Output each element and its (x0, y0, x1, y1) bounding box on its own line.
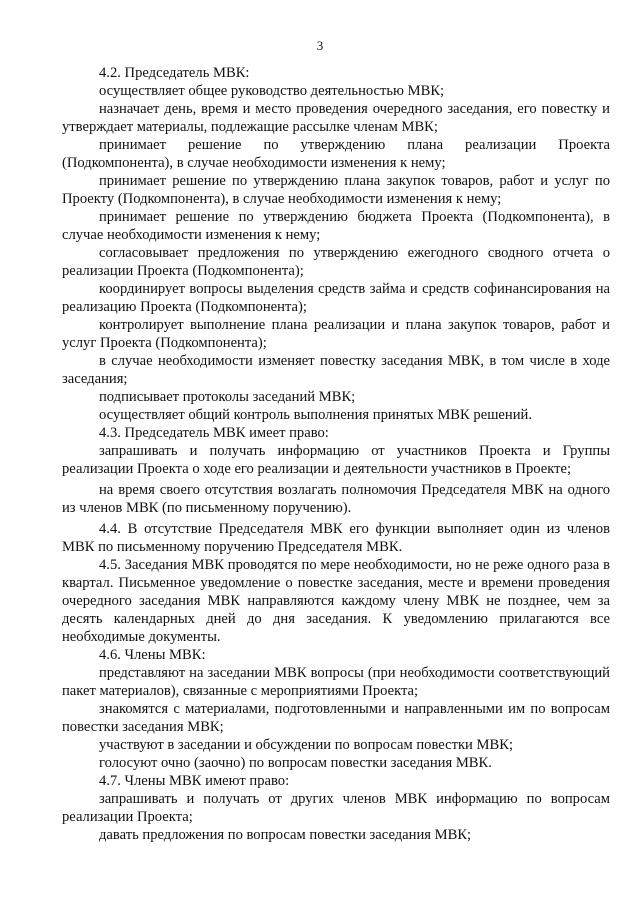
page-number: 3 (316, 38, 324, 53)
list-item: контролирует выполнение плана реализации и плана закупок товаров, работ и услуг Проекта (Подкомпонента); (62, 317, 610, 351)
list-item: согласовывает предложения по утверждению ежегодного сводного отчета о реализации Проекта (Подкомпонента); (62, 245, 610, 279)
list-item: на время своего отсутствия возлагать полномочия Председателя МВК на одного из членов МВК (по письменному поручению). (62, 482, 610, 516)
list-item: голосуют очно (заочно) по вопросам повестки заседания МВК. (99, 755, 492, 771)
section-heading-4-3: 4.3. Председатель МВК имеет право: (99, 425, 329, 441)
section-paragraph-4-5: 4.5. Заседания МВК проводятся по мере необходимости, но не реже одного раза в квартал. Письменное уведомление о повестке заседания, месте и времени проведения очередного заседания МВК направляются каждому члену МВК не позднее, чем за десять календарных дней до дня заседания. К уведомлению прилагаются все необходимые документы. (62, 557, 610, 645)
list-item: давать предложения по вопросам повестки заседания МВК; (99, 827, 472, 843)
document-body (62, 64, 610, 844)
section-heading-4-2: 4.2. Председатель МВК: (99, 65, 250, 81)
list-item: принимает решение по утверждению бюджета Проекта (Подкомпонента), в случае необходимости изменения к нему; (62, 209, 610, 243)
list-item: подписывает протоколы заседаний МВК; (99, 389, 356, 405)
list-item: запрашивать и получать информацию от участников Проекта и Группы реализации Проекта о ходе его реализации и деятельности участников в Проекте; (62, 443, 610, 477)
list-item: осуществляет общий контроль выполнения принятых МВК решений. (99, 407, 532, 423)
section-paragraph-4-4: 4.4. В отсутствие Председателя МВК его функции выполняет один из членов МВК по письменному поручению Председателя МВК. (62, 521, 610, 555)
list-item: в случае необходимости изменяет повестку заседания МВК, в том числе в ходе заседания; (62, 353, 610, 387)
section-heading-4-6: 4.6. Члены МВК: (99, 647, 206, 663)
list-item: координирует вопросы выделения средств займа и средств софинансирования на реализацию Проекта (Подкомпонента); (62, 281, 610, 315)
section-heading-4-7: 4.7. Члены МВК имеют право: (99, 773, 290, 789)
list-item: принимает решение по утверждению плана реализации Проекта (Подкомпонента), в случае необходимости изменения к нему; (62, 137, 610, 171)
list-item: запрашивать и получать от других членов МВК информацию по вопросам реализации Проекта; (62, 791, 610, 825)
list-item: назначает день, время и место проведения очередного заседания, его повестку и утверждает материалы, подлежащие рассылке членам МВК; (62, 101, 610, 135)
list-item: знакомятся с материалами, подготовленными и направленными им по вопросам повестки заседания МВК; (62, 701, 610, 735)
list-item: представляют на заседании МВК вопросы (при необходимости соответствующий пакет материалов), связанные с мероприятиями Проекта; (62, 665, 610, 699)
list-item: участвуют в заседании и обсуждении по вопросам повестки МВК; (99, 737, 514, 753)
list-item: осуществляет общее руководство деятельностью МВК; (99, 83, 445, 99)
list-item: принимает решение по утверждению плана закупок товаров, работ и услуг по Проекту (Подкомпонента), в случае необходимости изменения к нему; (62, 173, 610, 207)
